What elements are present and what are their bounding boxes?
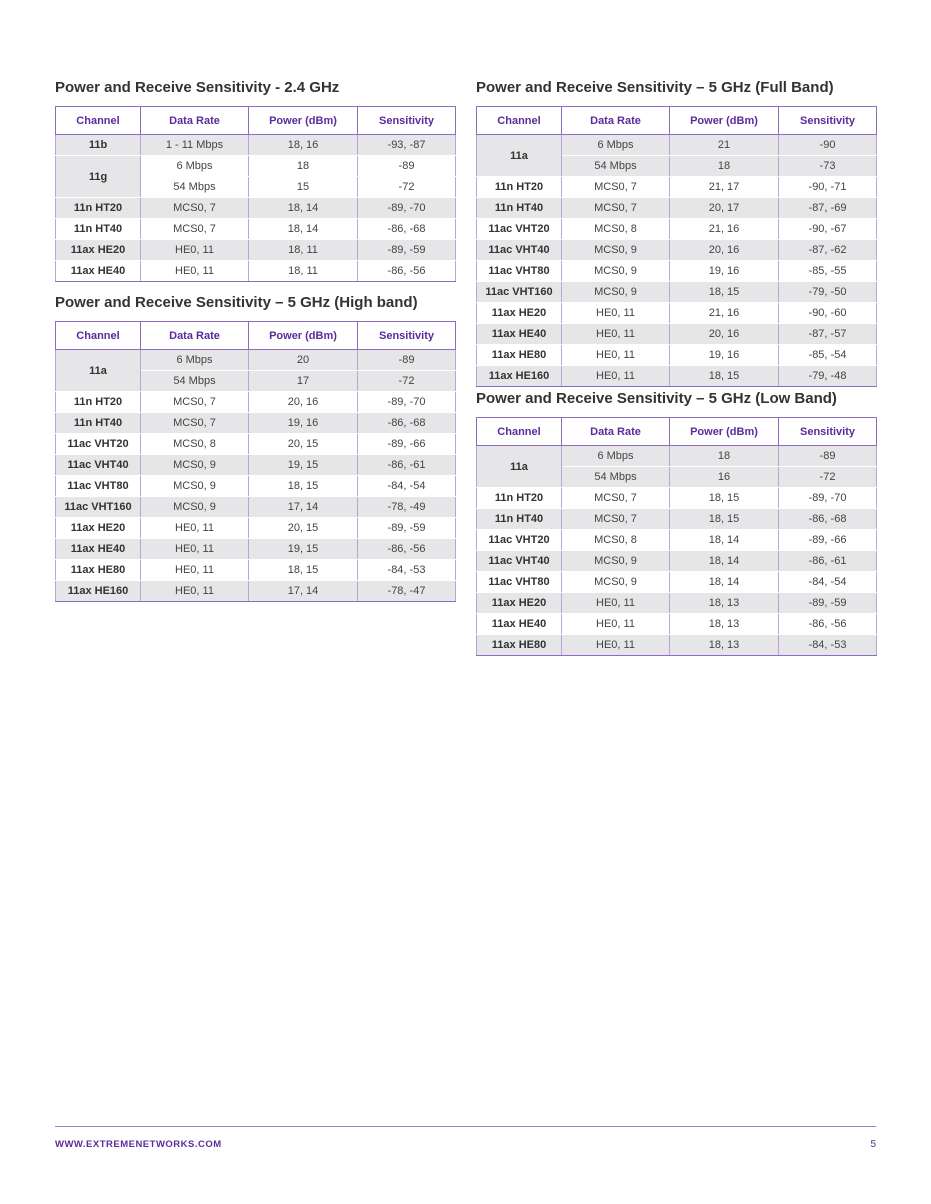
power-cell: 17, 14: [249, 581, 358, 602]
section-title: Power and Receive Sensitivity - 2.4 GHz: [55, 79, 340, 96]
table-row: [477, 530, 877, 551]
power-cell: 18, 15: [670, 366, 779, 387]
channel-cell: 11ax HE80: [477, 345, 562, 366]
data-rate-cell: HE0, 11: [141, 581, 249, 602]
column-header: Power (dBm): [670, 107, 779, 135]
data-rate-cell: MCS0, 9: [562, 572, 670, 593]
table-row: [477, 635, 877, 656]
channel-cell: 11ac VHT20: [477, 530, 562, 551]
channel-cell: 11n HT40: [477, 198, 562, 219]
channel-cell: 11ac VHT160: [56, 497, 141, 518]
power-cell: 20, 16: [670, 240, 779, 261]
data-rate-cell: 6 Mbps: [141, 350, 249, 371]
table-row: [56, 497, 456, 518]
power-cell: 18: [670, 446, 779, 467]
channel-cell: 11ax HE40: [477, 614, 562, 635]
table-row: [56, 156, 456, 177]
section-5ghz-low-band: [476, 389, 876, 656]
data-rate-cell: MCS0, 7: [562, 177, 670, 198]
section-2-4ghz: [55, 78, 455, 282]
data-rate-cell: MCS0, 7: [141, 392, 249, 413]
sensitivity-cell: -89, -70: [358, 392, 456, 413]
data-rate-cell: MCS0, 9: [562, 282, 670, 303]
channel-cell: 11ax HE40: [56, 261, 141, 282]
power-cell: 18, 14: [670, 551, 779, 572]
power-cell: 18, 15: [249, 476, 358, 497]
column-header: Sensitivity: [358, 107, 456, 135]
channel-cell: 11ac VHT80: [56, 476, 141, 497]
channel-cell: 11ax HE160: [477, 366, 562, 387]
data-rate-cell: MCS0, 7: [562, 198, 670, 219]
column-header: Channel: [477, 418, 562, 446]
sensitivity-cell: -72: [779, 467, 877, 488]
table-row: [56, 581, 456, 602]
sensitivity-cell: -89: [358, 156, 456, 177]
section-title: Power and Receive Sensitivity – 5 GHz (Full Band): [476, 79, 834, 96]
column-header: Sensitivity: [779, 107, 877, 135]
power-cell: 21, 17: [670, 177, 779, 198]
section-title: Power and Receive Sensitivity – 5 GHz (High band): [55, 294, 418, 311]
table-row: [56, 240, 456, 261]
channel-cell: 11ac VHT20: [56, 434, 141, 455]
data-rate-cell: MCS0, 9: [141, 476, 249, 497]
power-cell: 18, 13: [670, 593, 779, 614]
sensitivity-cell: -86, -61: [358, 455, 456, 476]
table-header-row: [477, 107, 877, 135]
table-row: [477, 198, 877, 219]
sensitivity-cell: -89: [779, 446, 877, 467]
data-rate-cell: MCS0, 9: [141, 455, 249, 476]
sensitivity-cell: -84, -53: [358, 560, 456, 581]
channel-cell: 11n HT20: [56, 392, 141, 413]
data-rate-cell: HE0, 11: [562, 345, 670, 366]
power-cell: 19, 16: [249, 413, 358, 434]
data-rate-cell: 54 Mbps: [141, 371, 249, 392]
channel-cell: 11n HT40: [56, 219, 141, 240]
channel-cell: 11ac VHT40: [56, 455, 141, 476]
data-rate-cell: 6 Mbps: [562, 446, 670, 467]
channel-cell: 11n HT40: [56, 413, 141, 434]
data-rate-cell: MCS0, 7: [562, 488, 670, 509]
sensitivity-cell: -90, -60: [779, 303, 877, 324]
power-cell: 20, 16: [249, 392, 358, 413]
table-row: [56, 198, 456, 219]
table-row: [477, 446, 877, 467]
section-5ghz-full-band: [476, 78, 876, 387]
power-cell: 21: [670, 135, 779, 156]
sensitivity-cell: -72: [358, 177, 456, 198]
sensitivity-cell: -85, -54: [779, 345, 877, 366]
spec-table: [476, 106, 877, 387]
spec-table: [55, 321, 456, 602]
sensitivity-cell: -84, -53: [779, 635, 877, 656]
power-cell: 18, 11: [249, 240, 358, 261]
table-row: [56, 413, 456, 434]
channel-cell: 11n HT20: [477, 177, 562, 198]
power-cell: 18, 14: [249, 219, 358, 240]
power-cell: 19, 15: [249, 539, 358, 560]
sensitivity-cell: -86, -56: [779, 614, 877, 635]
table-row: [56, 560, 456, 581]
channel-cell: 11n HT20: [477, 488, 562, 509]
sensitivity-cell: -89, -59: [358, 518, 456, 539]
table-row: [56, 261, 456, 282]
channel-cell: 11ax HE40: [56, 539, 141, 560]
sensitivity-cell: -93, -87: [358, 135, 456, 156]
data-rate-cell: HE0, 11: [141, 240, 249, 261]
channel-cell: 11ac VHT40: [477, 240, 562, 261]
power-cell: 18, 13: [670, 614, 779, 635]
table-row: [477, 324, 877, 345]
channel-cell: 11ac VHT40: [477, 551, 562, 572]
table-header-row: [56, 322, 456, 350]
power-cell: 20, 15: [249, 518, 358, 539]
sensitivity-cell: -84, -54: [779, 572, 877, 593]
sensitivity-cell: -89: [358, 350, 456, 371]
table-row: [477, 551, 877, 572]
power-cell: 19, 16: [670, 345, 779, 366]
power-cell: 19, 15: [249, 455, 358, 476]
sensitivity-cell: -73: [779, 156, 877, 177]
channel-cell: 11ac VHT80: [477, 572, 562, 593]
spec-table: [476, 417, 877, 656]
power-cell: 18, 16: [249, 135, 358, 156]
sensitivity-cell: -89, -70: [779, 488, 877, 509]
column-header: Power (dBm): [249, 107, 358, 135]
data-rate-cell: HE0, 11: [562, 324, 670, 345]
column-header: Channel: [56, 107, 141, 135]
power-cell: 18: [249, 156, 358, 177]
data-rate-cell: MCS0, 9: [562, 240, 670, 261]
sensitivity-cell: -87, -62: [779, 240, 877, 261]
data-rate-cell: MCS0, 7: [562, 509, 670, 530]
data-rate-cell: MCS0, 8: [562, 530, 670, 551]
footer-website-link[interactable]: WWW.EXTREMENETWORKS.COM: [55, 1139, 222, 1150]
data-rate-cell: 54 Mbps: [141, 177, 249, 198]
channel-cell: 11ax HE20: [477, 303, 562, 324]
table-row: [56, 434, 456, 455]
channel-cell: 11a: [477, 446, 562, 488]
power-cell: 15: [249, 177, 358, 198]
channel-cell: 11ac VHT160: [477, 282, 562, 303]
power-cell: 20, 15: [249, 434, 358, 455]
table-row: [56, 476, 456, 497]
sensitivity-cell: -86, -56: [358, 261, 456, 282]
table-row: [56, 392, 456, 413]
sensitivity-cell: -86, -68: [358, 413, 456, 434]
table-row: [477, 488, 877, 509]
data-rate-cell: MCS0, 9: [141, 497, 249, 518]
power-cell: 18, 15: [670, 488, 779, 509]
column-header: Data Rate: [141, 107, 249, 135]
table-row: [477, 177, 877, 198]
table-row: [477, 261, 877, 282]
data-rate-cell: HE0, 11: [562, 614, 670, 635]
data-rate-cell: 54 Mbps: [562, 156, 670, 177]
data-rate-cell: 54 Mbps: [562, 467, 670, 488]
column-header: Channel: [56, 322, 141, 350]
column-header: Data Rate: [562, 107, 670, 135]
power-cell: 20: [249, 350, 358, 371]
data-rate-cell: HE0, 11: [141, 539, 249, 560]
column-header: Data Rate: [141, 322, 249, 350]
data-rate-cell: MCS0, 8: [141, 434, 249, 455]
footer-divider: [55, 1126, 876, 1127]
sensitivity-cell: -72: [358, 371, 456, 392]
power-cell: 19, 16: [670, 261, 779, 282]
channel-cell: 11n HT20: [56, 198, 141, 219]
table-row: [56, 135, 456, 156]
power-cell: 18, 14: [670, 572, 779, 593]
channel-cell: 11ax HE80: [477, 635, 562, 656]
column-header: Sensitivity: [779, 418, 877, 446]
data-rate-cell: HE0, 11: [141, 261, 249, 282]
table-row: [477, 345, 877, 366]
sensitivity-cell: -79, -48: [779, 366, 877, 387]
power-cell: 20, 16: [670, 324, 779, 345]
data-rate-cell: MCS0, 7: [141, 198, 249, 219]
sensitivity-cell: -78, -47: [358, 581, 456, 602]
data-rate-cell: 6 Mbps: [562, 135, 670, 156]
power-cell: 18, 15: [670, 282, 779, 303]
power-cell: 18, 14: [249, 198, 358, 219]
data-rate-cell: HE0, 11: [562, 303, 670, 324]
page-number: 5: [870, 1139, 876, 1150]
power-cell: 17, 14: [249, 497, 358, 518]
channel-cell: 11ax HE160: [56, 581, 141, 602]
table-row: [477, 509, 877, 530]
table-row: [477, 366, 877, 387]
table-row: [477, 135, 877, 156]
channel-cell: 11ax HE40: [477, 324, 562, 345]
data-rate-cell: MCS0, 8: [562, 219, 670, 240]
power-cell: 17: [249, 371, 358, 392]
power-cell: 18: [670, 156, 779, 177]
power-cell: 18, 11: [249, 261, 358, 282]
spec-table: [55, 106, 456, 282]
data-rate-cell: MCS0, 9: [562, 261, 670, 282]
sensitivity-cell: -90: [779, 135, 877, 156]
power-cell: 21, 16: [670, 303, 779, 324]
table-row: [56, 350, 456, 371]
data-rate-cell: HE0, 11: [562, 593, 670, 614]
channel-cell: 11a: [56, 350, 141, 392]
sensitivity-cell: -89, -59: [779, 593, 877, 614]
table-row: [56, 539, 456, 560]
power-cell: 21, 16: [670, 219, 779, 240]
channel-cell: 11ax HE80: [56, 560, 141, 581]
table-header-row: [477, 418, 877, 446]
table-row: [477, 593, 877, 614]
sensitivity-cell: -86, -68: [358, 219, 456, 240]
table-row: [477, 219, 877, 240]
table-row: [56, 219, 456, 240]
sensitivity-cell: -84, -54: [358, 476, 456, 497]
column-header: Channel: [477, 107, 562, 135]
column-header: Sensitivity: [358, 322, 456, 350]
data-rate-cell: MCS0, 9: [562, 551, 670, 572]
channel-cell: 11ax HE20: [56, 240, 141, 261]
channel-cell: 11b: [56, 135, 141, 156]
table-row: [477, 240, 877, 261]
data-rate-cell: HE0, 11: [562, 366, 670, 387]
channel-cell: 11n HT40: [477, 509, 562, 530]
power-cell: 20, 17: [670, 198, 779, 219]
table-row: [477, 572, 877, 593]
table-row: [477, 282, 877, 303]
power-cell: 18, 15: [670, 509, 779, 530]
sensitivity-cell: -89, -66: [358, 434, 456, 455]
power-cell: 18, 15: [249, 560, 358, 581]
table-row: [477, 303, 877, 324]
power-cell: 18, 13: [670, 635, 779, 656]
data-rate-cell: HE0, 11: [562, 635, 670, 656]
sensitivity-cell: -89, -70: [358, 198, 456, 219]
channel-cell: 11a: [477, 135, 562, 177]
power-cell: 16: [670, 467, 779, 488]
sensitivity-cell: -90, -67: [779, 219, 877, 240]
table-row: [56, 455, 456, 476]
column-header: Power (dBm): [670, 418, 779, 446]
power-cell: 18, 14: [670, 530, 779, 551]
channel-cell: 11g: [56, 156, 141, 198]
sensitivity-cell: -89, -66: [779, 530, 877, 551]
data-rate-cell: HE0, 11: [141, 518, 249, 539]
channel-cell: 11ax HE20: [56, 518, 141, 539]
sensitivity-cell: -85, -55: [779, 261, 877, 282]
column-header: Data Rate: [562, 418, 670, 446]
channel-cell: 11ac VHT80: [477, 261, 562, 282]
sensitivity-cell: -78, -49: [358, 497, 456, 518]
sensitivity-cell: -89, -59: [358, 240, 456, 261]
sensitivity-cell: -86, -68: [779, 509, 877, 530]
sensitivity-cell: -86, -56: [358, 539, 456, 560]
data-rate-cell: 1 - 11 Mbps: [141, 135, 249, 156]
channel-cell: 11ac VHT20: [477, 219, 562, 240]
data-rate-cell: HE0, 11: [141, 560, 249, 581]
table-row: [56, 518, 456, 539]
channel-cell: 11ax HE20: [477, 593, 562, 614]
section-5ghz-high-band: [55, 293, 455, 602]
data-rate-cell: MCS0, 7: [141, 219, 249, 240]
data-rate-cell: MCS0, 7: [141, 413, 249, 434]
section-title: Power and Receive Sensitivity – 5 GHz (Low Band): [476, 390, 837, 407]
table-row: [477, 614, 877, 635]
sensitivity-cell: -86, -61: [779, 551, 877, 572]
column-header: Power (dBm): [249, 322, 358, 350]
sensitivity-cell: -87, -69: [779, 198, 877, 219]
sensitivity-cell: -87, -57: [779, 324, 877, 345]
sensitivity-cell: -90, -71: [779, 177, 877, 198]
table-header-row: [56, 107, 456, 135]
data-rate-cell: 6 Mbps: [141, 156, 249, 177]
sensitivity-cell: -79, -50: [779, 282, 877, 303]
